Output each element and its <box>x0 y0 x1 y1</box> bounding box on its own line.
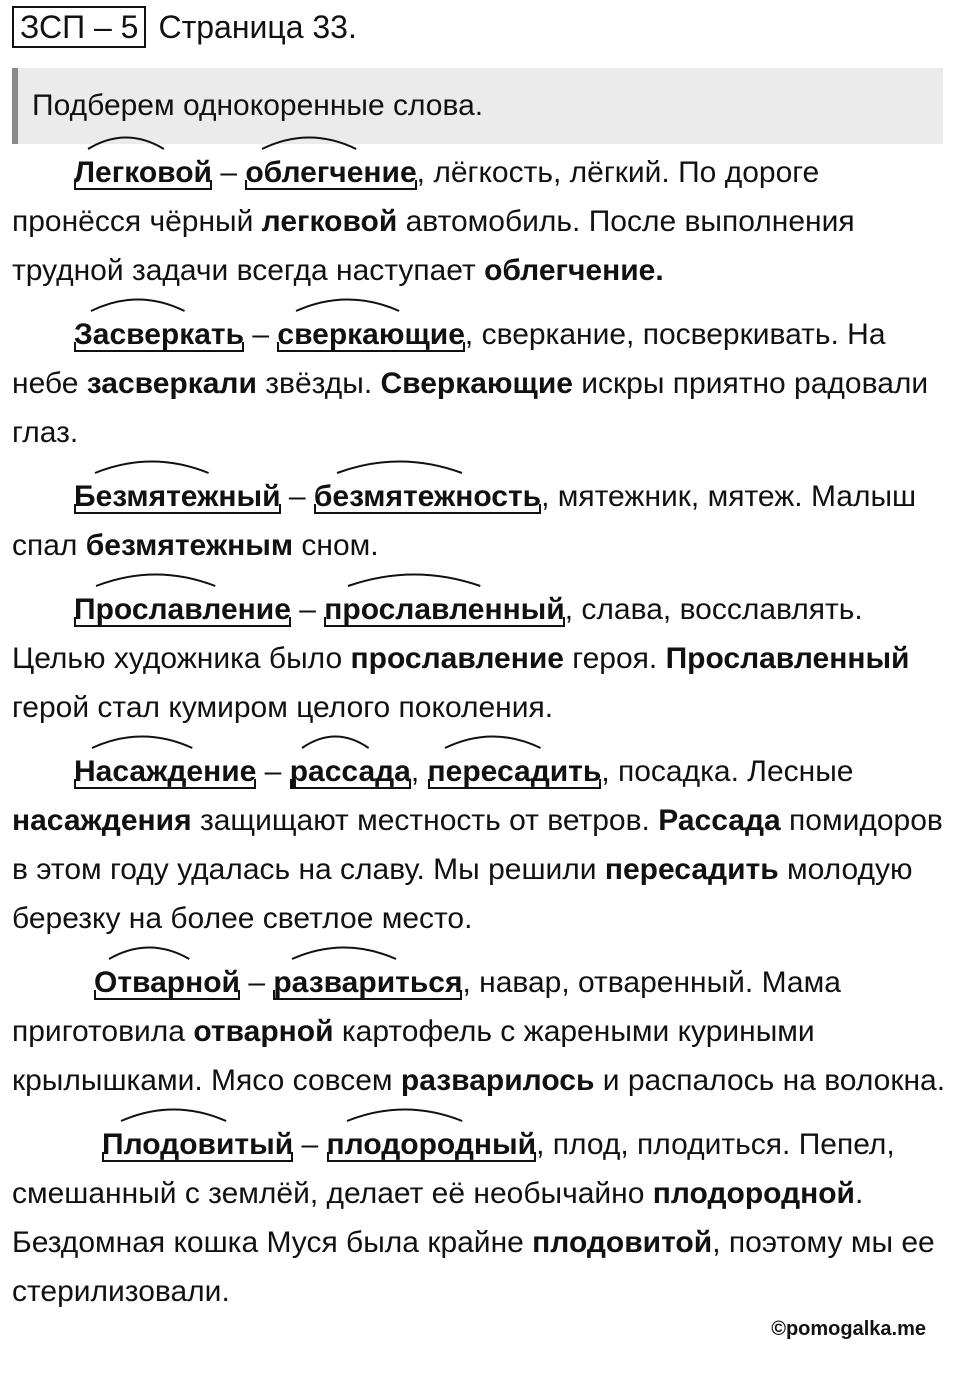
root-arc-icon <box>95 458 209 474</box>
related-words: , посадка. <box>601 755 739 788</box>
word-proslavlenny: прославленный <box>324 585 565 634</box>
task-banner <box>12 68 943 144</box>
dash: – <box>239 966 274 999</box>
exercise-tag: ЗСП – 5 <box>12 6 146 48</box>
bold-word: облегчение. <box>484 254 664 287</box>
sentence-text: защищают местность от ветров. <box>191 804 659 837</box>
sentence-text: По дороге пронёсся чёрный <box>12 156 820 238</box>
task-text: Подберем однокоренные слова. <box>32 89 484 122</box>
paragraph-4 <box>12 585 948 732</box>
root-arc-icon <box>262 134 356 150</box>
sentence-text: Лесные <box>738 755 854 788</box>
dash: – <box>212 156 246 189</box>
root-arc-icon <box>121 1106 226 1122</box>
paragraph-7 <box>12 1120 948 1316</box>
sentence-text: сном. <box>293 529 379 562</box>
dash: – <box>280 480 314 513</box>
bold-word: прославление <box>350 642 564 675</box>
related-words: , мятежник, мятеж. <box>541 480 803 513</box>
answer-content <box>12 148 948 1331</box>
sentence-text: Целью художника было <box>12 642 351 675</box>
word-plodovity: Плодовитый <box>102 1120 293 1169</box>
word-bezmyatezhny: Безмятежный <box>74 472 281 521</box>
bold-word: насаждения <box>12 804 192 837</box>
sentence-text: Пепел, смешанный с землёй, делает её необычайно <box>12 1128 895 1210</box>
sentence-text: Малыш спал <box>12 480 917 562</box>
word-proslavlenie: Прославление <box>74 585 291 634</box>
sentence-text: звёзды. <box>256 367 381 400</box>
bold-word: разварилось <box>400 1064 595 1097</box>
root-arc-icon <box>445 733 541 749</box>
word-bezmyatezhnost: безмятежность <box>314 472 541 521</box>
related-words: , лёгкость, лёгкий. <box>416 156 670 189</box>
sentence-text: помидоров в этом году удалась на славу. Мы решили <box>12 804 943 886</box>
sentence-text: и распалось на волокна. <box>594 1064 946 1097</box>
dash: – <box>290 593 325 626</box>
sentence-text: , поэтому мы ее стерилизовали. <box>12 1226 935 1308</box>
bold-word: отварной <box>193 1015 334 1048</box>
sentence-text: герой стал кумиром целого поколения. <box>12 691 554 724</box>
related-words: , навар, отваренный. <box>462 966 754 999</box>
bold-word: Прославленный <box>665 642 910 675</box>
word-otvarnoy: Отварной <box>94 958 240 1007</box>
related-words: , слава, восславлять. <box>564 593 863 626</box>
bold-word: легковой <box>261 205 398 238</box>
word-oblegchenie: облегчение <box>245 148 416 197</box>
sentence-text: . Бездомная кошка Муся была крайне <box>12 1177 864 1259</box>
dash: – <box>256 755 290 788</box>
page-header <box>12 6 357 48</box>
bold-word: плодородной <box>652 1177 855 1210</box>
paragraph-6 <box>12 958 948 1105</box>
root-arc-icon <box>296 296 399 312</box>
sentence-text: На небе <box>12 318 886 400</box>
root-arc-icon <box>302 733 369 749</box>
paragraph-5 <box>12 747 948 943</box>
root-arc-icon <box>88 134 164 150</box>
root-arc-icon <box>109 944 189 960</box>
bold-word: безмятежным <box>85 529 294 562</box>
bold-word: пересадить <box>604 853 779 886</box>
sentence-text: автомобиль. После выполнения трудной задачи всегда наступает <box>12 205 855 287</box>
word-sverkayushchie: сверкающие <box>277 310 465 359</box>
bold-word: Рассада <box>658 804 781 837</box>
word-legkovoy: Легковой <box>74 148 212 197</box>
bold-word: плодовитой <box>532 1226 713 1259</box>
sentence-text: картофель с жареными куриными крылышками. Мясо совсем <box>12 1015 815 1097</box>
word-plodorodny: плодородный <box>327 1120 537 1169</box>
watermark: ©pomogalka.me <box>771 1318 926 1340</box>
bold-word: засверкали <box>86 367 257 400</box>
bold-word: Сверкающие <box>380 367 573 400</box>
root-arc-icon <box>292 944 396 960</box>
sentence-text: героя. <box>563 642 666 675</box>
word-zasverkat: Засверкать <box>74 310 244 359</box>
word-nasazhdenie: Насаждение <box>74 747 256 796</box>
root-arc-icon <box>347 1106 462 1122</box>
paragraph-2 <box>12 310 948 457</box>
word-peresadit: пересадить <box>428 747 602 796</box>
word-razvaritsya: развариться <box>273 958 462 1007</box>
word-rassada: рассада <box>290 747 411 796</box>
paragraph-1 <box>12 148 948 295</box>
related-words: , плод, плодиться. <box>536 1128 791 1161</box>
page-number: Страница 33. <box>158 9 357 45</box>
root-arc-icon <box>92 733 192 749</box>
root-arc-icon <box>91 296 185 312</box>
sentence-text: искры приятно радовали глаз. <box>12 367 929 449</box>
dash: – <box>293 1128 327 1161</box>
comma: , <box>410 755 428 788</box>
root-arc-icon <box>337 458 462 474</box>
root-arc-icon <box>348 571 480 587</box>
sentence-text: молодую березку на более светлое место. <box>12 853 913 935</box>
sentence-text: Мама приготовила <box>12 966 841 1048</box>
related-words: , сверкание, посверкивать. <box>464 318 839 351</box>
root-arc-icon <box>96 571 215 587</box>
paragraph-3 <box>12 472 948 570</box>
dash: – <box>244 318 278 351</box>
